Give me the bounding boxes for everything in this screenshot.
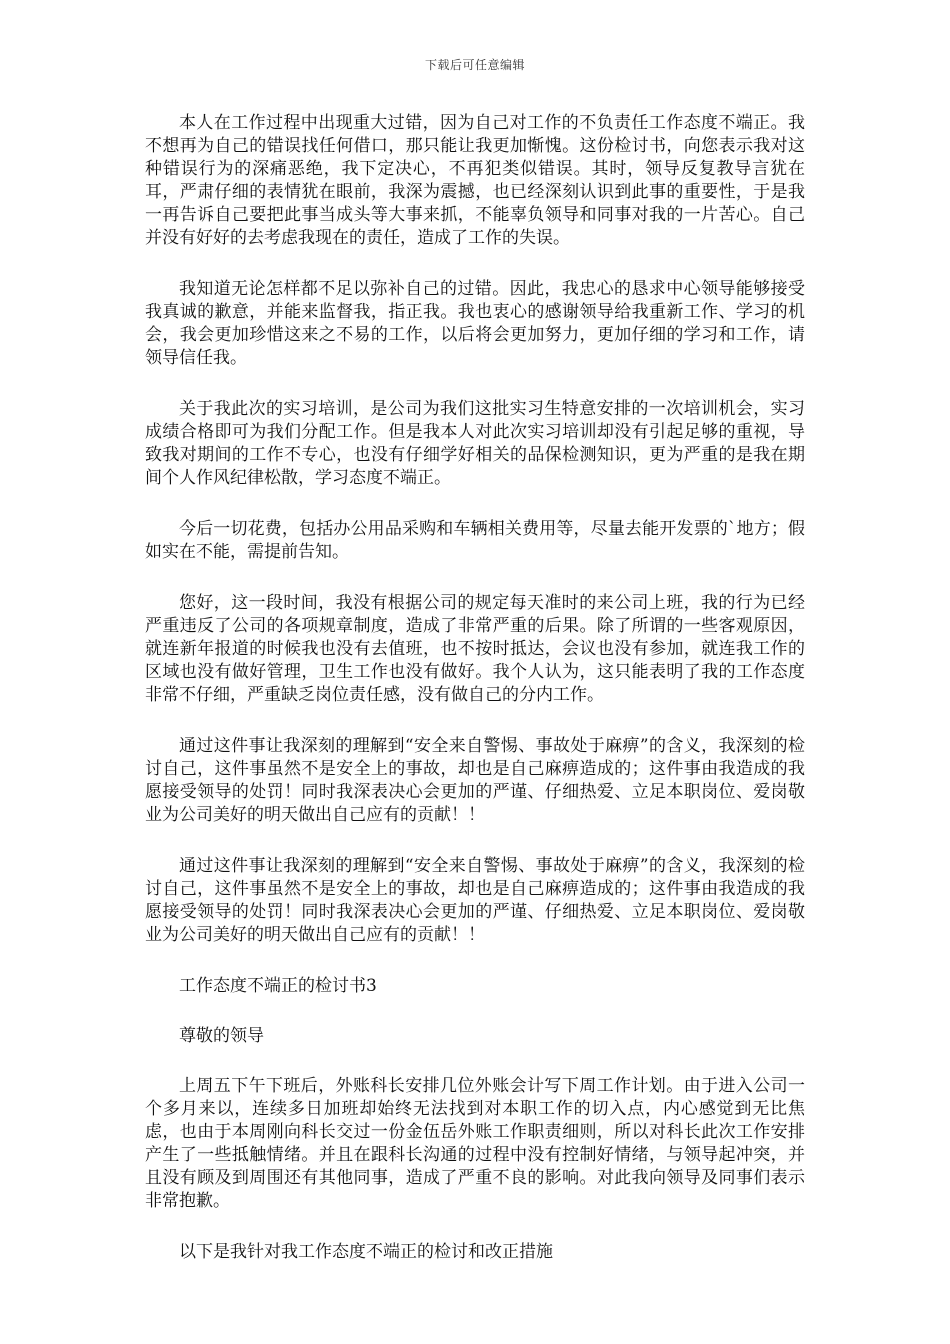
paragraph-9: 以下是我针对我工作态度不端正的检讨和改正措施 [179,1242,553,1262]
paragraph-2: 我知道无论怎样都不足以弥补自己的过错。因此，我忠心的恳求中心领导能够接受我真诚的歉意，并能来监督我，指正我。我也衷心的感谢领导给我重新工作、学习的机会，我会更加珍惜这来之不易的工作，以后将会更加努力，更加仔细的学习和工作，请领导信任我。 [145,279,805,368]
paragraph-6: 通过这件事让我深刻的理解到“安全来自警惕、事故处于麻痹”的含义，我深刻的检讨自己，这件事虽然不是安全上的事故，却也是自己麻痹造成的；这件事由我造成的我愿接受领导的处罚！同时我深表决心会更加的严谨、仔细热爱、立足本职岗位、爱岗敬业为公司美好的明天做出自己应有的贡献！！ [145,736,805,825]
section-title: 工作态度不端正的检讨书3 [179,976,377,996]
paragraph-4: 今后一切花费，包括办公用品采购和车辆相关费用等，尽量去能开发票的`地方；假如实在不能，需提前告知。 [145,519,805,562]
paragraph-5: 您好，这一段时间，我没有根据公司的规定每天准时的来公司上班，我的行为已经严重违反了公司的各项规章制度，造成了非常严重的后果。除了所谓的一些客观原因，就连新年报道的时候我也没有去值班，也不按时抵达，会议也没有参加，就连我工作的区域也没有做好管理，卫生工作也没有做好。我个人认为，这只能表明了我的工作态度非常不仔细，严重缺乏岗位责任感，没有做自己的分内工作。 [145,593,805,705]
salutation: 尊敬的领导 [179,1026,264,1046]
paragraph-1: 本人在工作过程中出现重大过错，因为自己对工作的不负责任工作态度不端正。我不想再为自己的错误找任何借口，那只能让我更加惭愧。这份检讨书，向您表示我对这种错误行为的深痛恶绝，我下定决心，不再犯类似错误。其时，领导反复教导言犹在耳，严肃仔细的表情犹在眼前，我深为震撼，也已经深刻认识到此事的重要性，于是我一再告诉自己要把此事当成头等大事来抓，不能辜负领导和同事对我的一片苦心。自己并没有好好的去考虑我现在的责任，造成了工作的失误。 [145,113,805,248]
paragraph-7: 通过这件事让我深刻的理解到“安全来自警惕、事故处于麻痹”的含义，我深刻的检讨自己，这件事虽然不是安全上的事故，却也是自己麻痹造成的；这件事由我造成的我愿接受领导的处罚！同时我深表决心会更加的严谨、仔细热爱、立足本职岗位、爱岗敬业为公司美好的明天做出自己应有的贡献！！ [145,856,805,945]
page-header-note: 下载后可任意编辑 [424,58,525,72]
paragraph-8: 上周五下午下班后，外账科长安排几位外账会计写下周工作计划。由于进入公司一个多月来以，连续多日加班却始终无法找到对本职工作的切入点，内心感觉到无比焦虑，也由于本周刚向科长交过一份金伍岳外账工作职责细则，所以对科长此次工作安排产生了一些抵触情绪。并且在跟科长沟通的过程中没有控制好情绪，与领导起冲突，并且没有顾及到周围还有其他同事，造成了严重不良的影响。对此我向领导及同事们表示非常抱歉。 [145,1076,805,1211]
document-body [145,112,805,1292]
paragraph-3: 关于我此次的实习培训，是公司为我们这批实习生特意安排的一次培训机会，实习成绩合格即可为我们分配工作。但是我本人对此次实习培训却没有引起足够的重视，导致我对期间的工作不专心，也没有仔细学好相关的品保检测知识，更为严重的是我在期间个人作风纪律松散，学习态度不端正。 [145,399,805,488]
